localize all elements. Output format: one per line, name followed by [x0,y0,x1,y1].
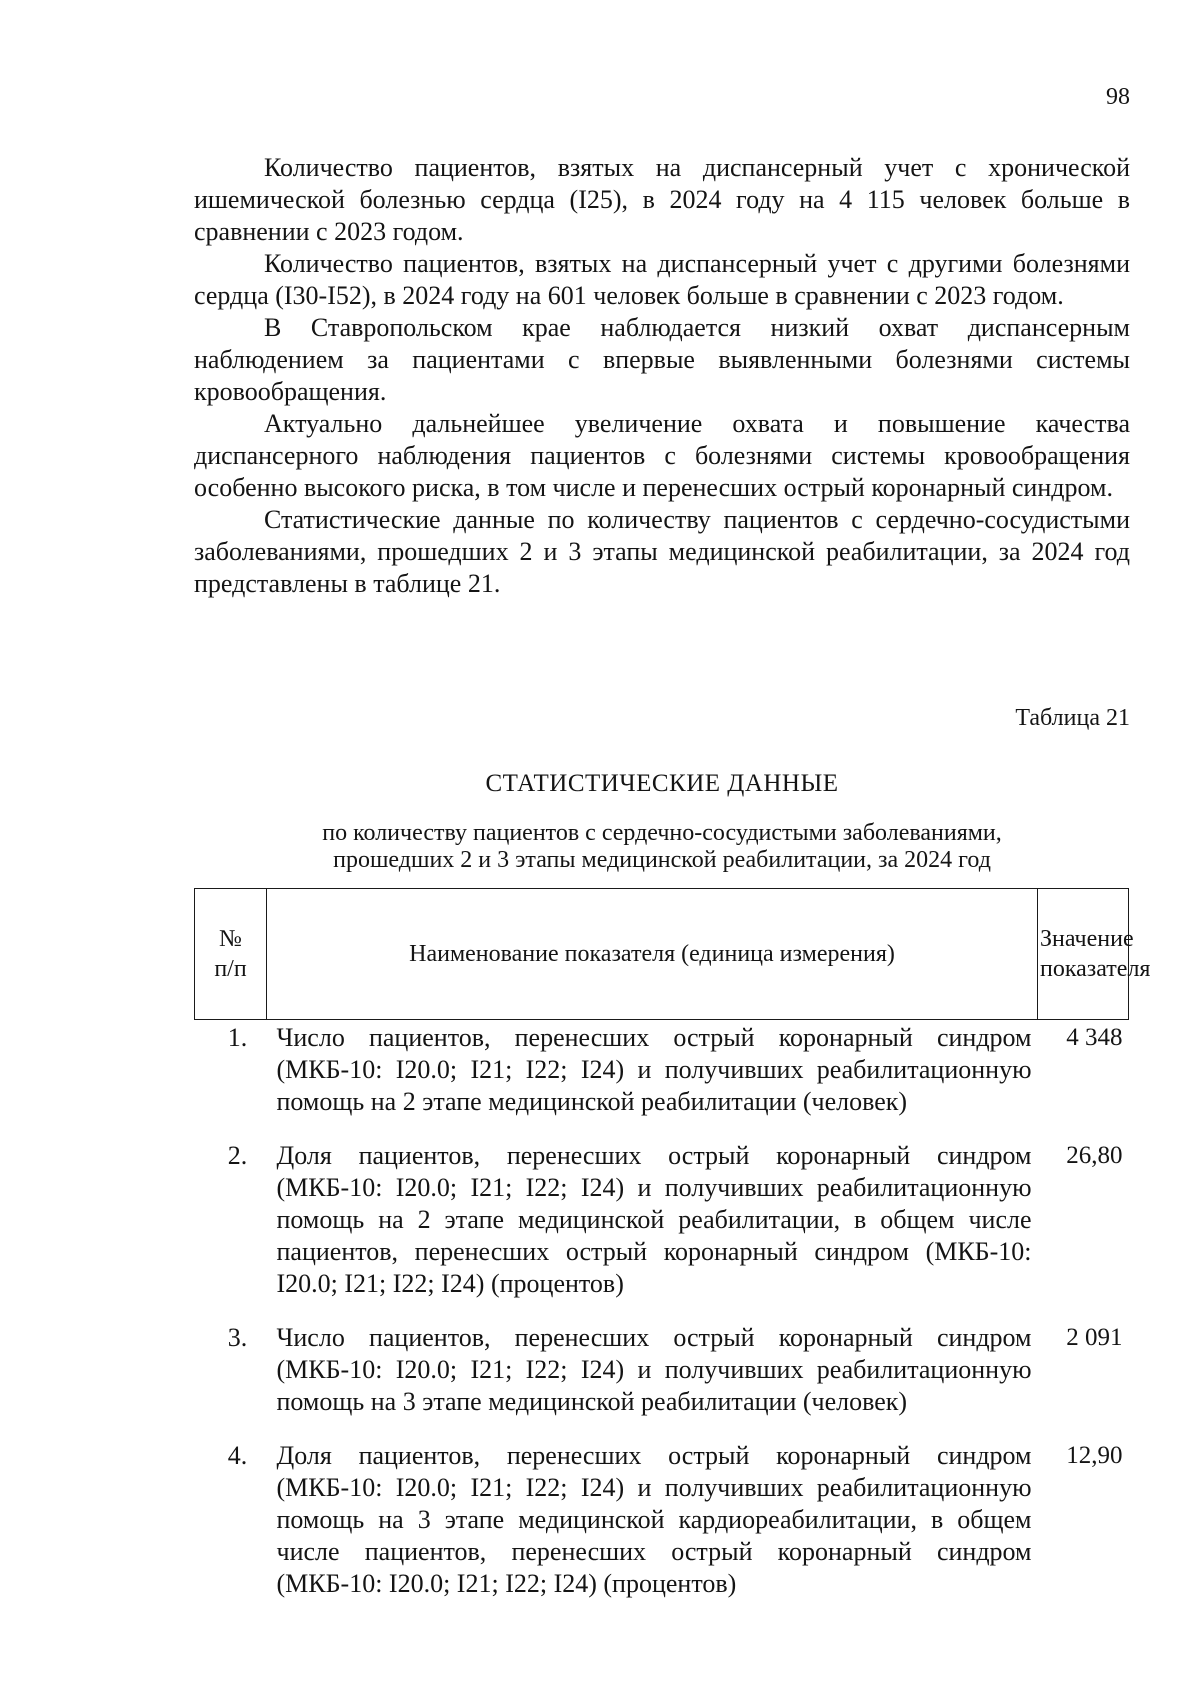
table-subtitle [194,820,1130,874]
header-number-abbr: п/п [214,956,247,982]
row-description: Доля пациентов, перенесших острый коронарный синдром (МКБ-10: I20.0; I21; I22; I24) и получивших реабилитационную помощь на 2 этапе медицинской реабилитации, в общем числе пациентов, перенесших острый коронарный синдром (МКБ-10: I20.0; I21; I22; I24) (процентов) [276,1141,1032,1298]
paragraph-table-reference: Статистические данные по количеству пациентов с сердечно-сосудистыми заболеваниями, прошедших 2 и 3 этапы медицинской реабилитации, за 2024 год представлены в таблице 21. [194,505,1130,598]
table-row [195,1140,1129,1322]
header-number-sign: № [219,926,242,952]
row-description: Число пациентов, перенесших острый коронарный синдром (МКБ-10: I20.0; I21; I22; I24) и получивших реабилитационную помощь на 2 этапе медицинской реабилитации (человек) [276,1023,1032,1116]
table-caption: Таблица 21 [1015,705,1130,731]
paragraph-ihd: Количество пациентов, взятых на диспансерный учет с хронической ишемической болезнью сердца (I25), в 2024 году на 4 115 человек больше в сравнении с 2023 годом. [194,153,1130,246]
row-number: 4. [227,1441,248,1470]
paragraph-coverage-increase: Актуально дальнейшее увеличение охвата и повышение качества диспансерного наблюдения пациентов с болезнями системы кровообращения особенно высокого риска, в том числе и перенесших острый коронарный синдром. [194,409,1130,502]
row-value: 12,90 [1066,1442,1123,1469]
row-number: 3. [227,1323,248,1352]
statistics-table [194,888,1151,1622]
row-number: 1. [227,1023,248,1052]
row-value: 4 348 [1066,1024,1123,1051]
table-subtitle-line-2: прошедших 2 и 3 этапы медицинской реабилитации, за 2024 год [333,847,991,873]
table-row [195,1440,1129,1622]
row-value: 2 091 [1066,1324,1123,1351]
row-description: Число пациентов, перенесших острый коронарный синдром (МКБ-10: I20.0; I21; I22; I24) и получивших реабилитационную помощь на 3 этапе медицинской реабилитации (человек) [276,1323,1032,1416]
table-row [195,1322,1129,1440]
header-number [195,889,267,1020]
body-text [194,152,1130,600]
paragraph-low-coverage: В Ставропольском крае наблюдается низкий охват диспансерным наблюдением за пациентами с впервые выявленными болезнями системы кровообращения. [194,313,1130,406]
header-indicator-name: Наименование показателя (единица измерения) [267,889,1038,1020]
header-indicator-value: Значение показателя [1038,889,1129,1020]
row-number: 2. [227,1141,248,1170]
row-value: 26,80 [1066,1142,1123,1169]
table-header-row [195,889,1129,1020]
table-row [195,1020,1129,1141]
table-subtitle-line-1: по количеству пациентов с сердечно-сосудистыми заболеваниями, [322,820,1002,846]
page-number: 98 [1106,84,1130,110]
paragraph-other-heart-diseases: Количество пациентов, взятых на диспансерный учет с другими болезнями сердца (I30-I52), в 2024 году на 601 человек больше в сравнении с 2023 годом. [194,249,1130,310]
table-title: СТАТИСТИЧЕСКИЕ ДАННЫЕ [485,770,839,797]
row-description: Доля пациентов, перенесших острый коронарный синдром (МКБ-10: I20.0; I21; I22; I24) и получивших реабилитационную помощь на 3 этапе медицинской кардиореабилитации, в общем числе пациентов, перенесших острый коронарный синдром (МКБ-10: I20.0; I21; I22; I24) (процентов) [276,1441,1032,1598]
